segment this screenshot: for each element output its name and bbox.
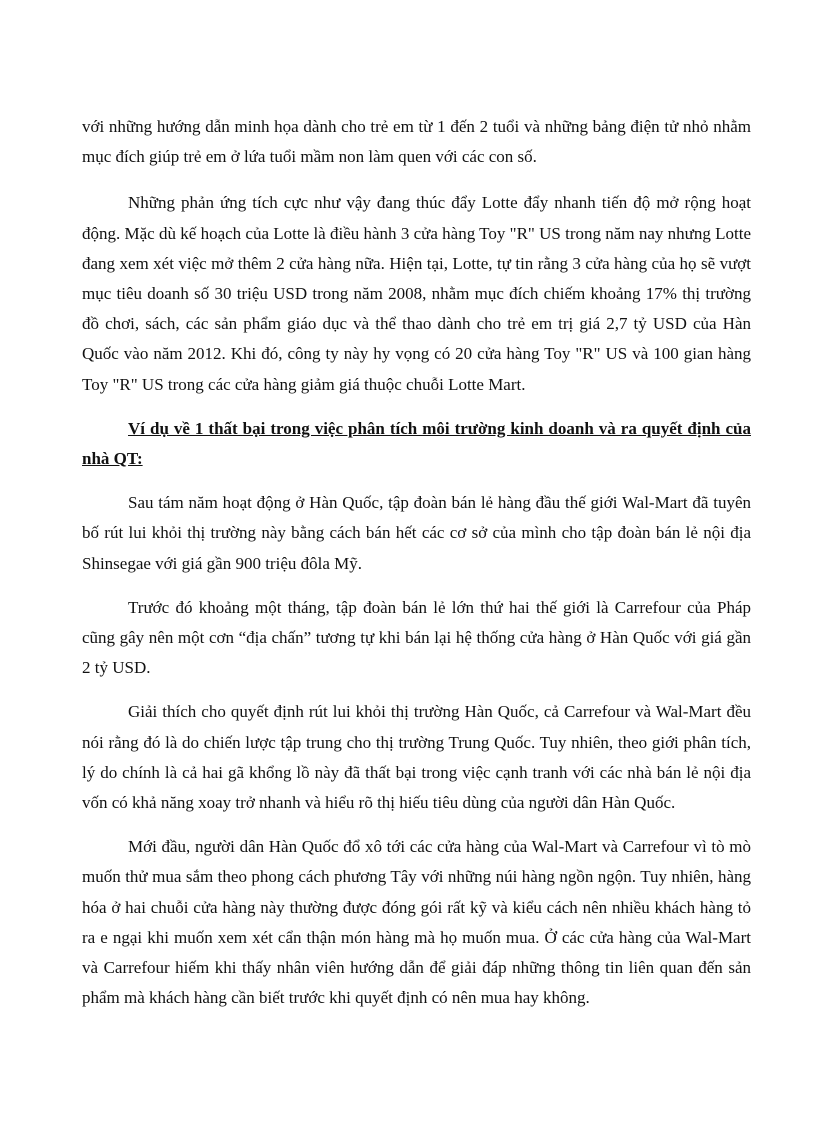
paragraph-carrefour-exit: Trước đó khoảng một tháng, tập đoàn bán lẻ lớn thứ hai thế giới là Carrefour của Pháp cũng gây nên một cơn “địa chấn” tương tự khi bán lại hệ thống cửa hàng ở Hàn Quốc với giá gần 2 tỷ USD. bbox=[82, 597, 751, 678]
section-heading: Ví dụ về 1 thất bại trong việc phân tích môi trường kinh doanh và ra quyết định của nhà QT: bbox=[82, 418, 751, 469]
paragraph-walmart-exit: Sau tám năm hoạt động ở Hàn Quốc, tập đoàn bán lẻ hàng đầu thế giới Wal-Mart đã tuyên bố rút lui khỏi thị trường này bằng cách bán hết các cơ sở của mình cho tập đoàn bán lẻ nội địa Shinsegae với giá gần 900 triệu đôla Mỹ. bbox=[82, 493, 751, 573]
paragraph-explanation: Giải thích cho quyết định rút lui khỏi thị trường Hàn Quốc, cả Carrefour và Wal-Mart đều nói rằng đó là do chiến lược tập trung cho thị trường Trung Quốc. Tuy nhiên, theo giới phân tích, lý do chính là cả hai gã khổng lồ này đã thất bại trong việc cạnh tranh với các nhà bán lẻ nội địa vốn có khả năng xoay trở nhanh và hiểu rõ thị hiếu tiêu dùng của người dân Hàn Quốc. bbox=[82, 702, 751, 813]
page-content bbox=[82, 112, 751, 1027]
paragraph-lotte-expansion: Những phản ứng tích cực như vậy đang thúc đẩy Lotte đẩy nhanh tiến độ mở rộng hoạt động. Mặc dù kế hoạch của Lotte là điều hành 3 cửa hàng Toy "R" US trong năm nay nhưng Lotte đang xem xét việc mở thêm 2 cửa hàng nữa. Hiện tại, Lotte, tự tin rằng 3 cửa hàng của họ sẽ vượt mục tiêu doanh số 30 triệu USD trong năm 2008, nhằm mục đích chiếm khoảng 17% thị trường đồ chơi, sách, các sản phẩm giáo dục và thể thao dành cho trẻ em trị giá 2,7 tỷ USD của Hàn Quốc vào năm 2012. Khi đó, công ty này hy vọng có 20 cửa hàng Toy "R" US và 100 gian hàng Toy "R" US trong các cửa hàng giảm giá thuộc chuỗi Lotte Mart. bbox=[82, 193, 751, 394]
paragraph-continuation: với những hướng dẫn minh họa dành cho trẻ em từ 1 đến 2 tuổi và những bảng điện tử nhỏ nhằm mục đích giúp trẻ em ở lứa tuổi mầm non làm quen với các con số. bbox=[82, 117, 751, 167]
paragraph-consumer-behavior: Mới đầu, người dân Hàn Quốc đổ xô tới các cửa hàng của Wal-Mart và Carrefour vì tò mò muốn thử mua sắm theo phong cách phương Tây với những núi hàng ngồn ngộn. Tuy nhiên, hàng hóa ở hai chuỗi cửa hàng này thường được đóng gói rất kỹ và kiểu cách nên nhiều khách hàng tỏ ra e ngại khi muốn xem xét cẩn thận món hàng mà họ muốn mua. Ở các cửa hàng của Wal-Mart và Carrefour hiếm khi thấy nhân viên hướng dẫn để giải đáp những thông tin liên quan đến sản phẩm mà khách hàng cần biết trước khi quyết định có nên mua hay không. bbox=[82, 837, 751, 1008]
